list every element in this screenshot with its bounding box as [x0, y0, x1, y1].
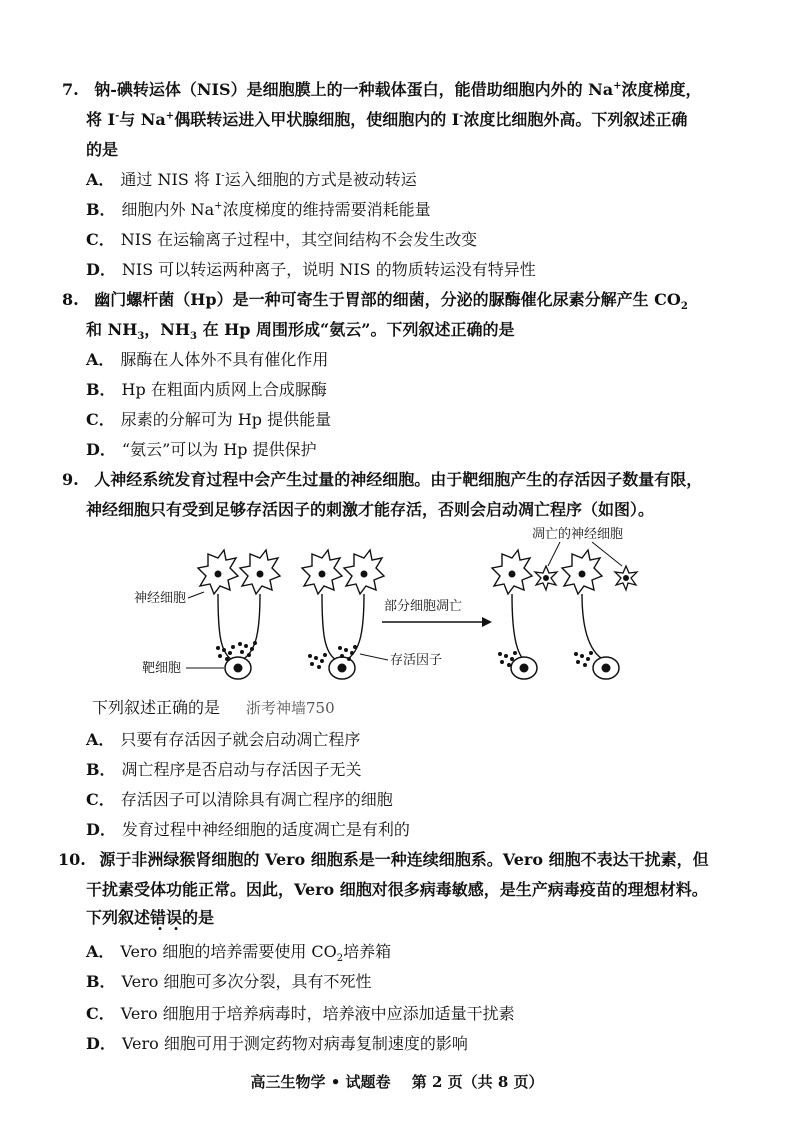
label-apoptotic-neuron: 凋亡的神经细胞 — [532, 527, 624, 542]
q8-option-d[interactable] — [86, 440, 317, 460]
option-text: 细胞内外 Na — [121, 200, 215, 219]
option-label: A． — [86, 942, 115, 961]
option-text: 存活因子可以清除具有凋亡程序的细胞 — [120, 790, 393, 809]
option-label: B． — [86, 972, 116, 991]
q10-number: 10. — [58, 850, 86, 869]
q9-stem-line2: 神经细胞只有受到足够存活因子的刺激才能存活，否则会启动凋亡程序（如图）。 — [86, 500, 655, 519]
q10-stem-text: 源于非洲绿猴肾细胞的 Vero 细胞系是一种连续细胞系。Vero 细胞不表达干扰素，但 — [99, 850, 709, 869]
option-text: 凋亡程序是否启动与存活因子无关 — [121, 760, 362, 779]
option-text: Vero 细胞用于培养病毒时，培养液中应添加适量干扰素 — [120, 1004, 515, 1023]
neuron-group-1 — [198, 550, 280, 679]
q8-option-c[interactable] — [86, 410, 331, 430]
q9-stem-text: 人神经系统发育过程中会产生过量的神经细胞。由于靶细胞产生的存活因子数量有限， — [94, 470, 703, 489]
option-label: B． — [86, 380, 116, 399]
q10-option-a[interactable] — [86, 942, 392, 965]
label-neuron: 神经细胞 — [134, 591, 187, 606]
neuron-group-2 — [302, 550, 384, 679]
option-label: D． — [86, 260, 116, 279]
option-text: 培养箱 — [343, 942, 392, 961]
q7-stem-line2 — [86, 110, 687, 130]
option-label: C． — [86, 410, 115, 429]
footer-subject: 高三生物学 • 试题卷 — [250, 1073, 391, 1091]
superscript: - — [115, 110, 120, 122]
q10-stem-line1 — [58, 850, 709, 870]
option-label: A． — [86, 170, 115, 189]
q7-number: 7. — [62, 80, 79, 99]
q8-stem-text: 和 NH — [86, 320, 138, 339]
option-label: D． — [86, 440, 116, 459]
subscript: 3 — [190, 331, 198, 343]
watermark-text: 浙考神墙750 — [246, 699, 335, 717]
q10-stem-line2: 干扰素受体功能正常。因此，Vero 细胞对很多病毒敏感，是生产病毒疫苗的理想材料。 — [86, 880, 708, 899]
option-label: B． — [86, 200, 116, 219]
neuron-group-4 — [562, 550, 637, 679]
option-text: Vero 细胞的培养需要使用 CO — [120, 942, 337, 961]
label-survival-factor: 存活因子 — [390, 653, 443, 668]
superscript: + — [214, 200, 223, 212]
option-text: 尿素的分解可为 Hp 提供能量 — [120, 410, 332, 429]
q7-stem-text: 与 Na — [119, 110, 166, 129]
q8-number: 8. — [62, 290, 79, 309]
option-label: B． — [86, 760, 116, 779]
q8-stem-line1 — [62, 290, 688, 313]
option-text: Hp 在粗面内质网上合成脲酶 — [121, 380, 327, 399]
q8-option-a[interactable] — [86, 350, 328, 370]
option-text: “氨云”可以为 Hp 提供保护 — [121, 440, 317, 459]
q9-option-b[interactable] — [86, 760, 362, 780]
neuron-group-3 — [492, 550, 557, 679]
q7-stem-text: 偶联转运进入甲状腺细胞，使细胞内的 I — [174, 110, 460, 129]
q10-option-d[interactable] — [86, 1034, 468, 1054]
q7-stem-text: 钠-碘转运体（NIS）是细胞膜上的一种载体蛋白，能借助细胞内外的 Na — [94, 80, 614, 99]
option-text: 发育过程中神经细胞的适度凋亡是有利的 — [121, 820, 410, 839]
emphasis-text: 误 — [166, 908, 183, 927]
superscript: + — [613, 80, 622, 92]
superscript: + — [165, 110, 175, 122]
q9-option-d[interactable] — [86, 820, 410, 840]
q9-number: 9. — [62, 470, 79, 489]
q10-option-b[interactable] — [86, 972, 371, 992]
q7-stem-text: 浓度比细胞外高。下列叙述正确 — [463, 110, 688, 129]
option-text: 浓度梯度的维持需要消耗能量 — [222, 200, 431, 219]
subscript: 2 — [336, 953, 344, 965]
q7-option-a[interactable] — [86, 170, 417, 190]
q8-stem-text: 幽门螺杆菌（Hp）是一种可寄生于胃部的细菌，分泌的脲酶催化尿素分解产生 CO — [94, 290, 681, 309]
q7-option-c[interactable] — [86, 230, 477, 250]
page-footer — [0, 1071, 794, 1092]
q10-stem-text: 下列叙述 — [86, 908, 151, 927]
q7-stem-line3: 的是 — [86, 140, 119, 159]
option-text: 运入细胞的方式是被动转运 — [224, 170, 417, 189]
q10-stem-line3 — [86, 908, 214, 928]
option-text: NIS 可以转运两种离子，说明 NIS 的物质转运没有特异性 — [121, 260, 536, 279]
emphasis-text: 错 — [150, 908, 167, 927]
option-text: Vero 细胞可用于测定药物对病毒复制速度的影响 — [121, 1034, 468, 1053]
footer-page-number: 第 2 页（共 8 页） — [411, 1073, 544, 1091]
q10-option-c[interactable] — [86, 1004, 515, 1024]
q9-option-c[interactable] — [86, 790, 393, 810]
neuron-apoptosis-figure — [120, 522, 660, 692]
q7-option-b[interactable] — [86, 200, 431, 220]
q10-stem-text: 的是 — [182, 908, 215, 927]
option-label: D． — [86, 820, 116, 839]
q7-stem-text: 将 I — [86, 110, 116, 129]
label-target: 靶细胞 — [142, 661, 182, 676]
label-arrow: 部分细胞凋亡 — [384, 599, 463, 614]
option-label: C． — [86, 230, 115, 249]
superscript: - — [459, 110, 464, 122]
q7-option-d[interactable] — [86, 260, 536, 280]
option-label: A． — [86, 350, 115, 369]
q9-lead-text: 下列叙述正确的是 — [92, 698, 221, 717]
option-label: C． — [86, 1004, 115, 1023]
q9-option-a[interactable] — [86, 730, 360, 750]
superscript: - — [221, 170, 225, 182]
option-text: 只要有存活因子就会启动凋亡程序 — [120, 730, 361, 749]
option-label: A． — [86, 730, 115, 749]
option-text: 脲酶在人体外不具有催化作用 — [120, 350, 329, 369]
option-text: NIS 在运输离子过程中，其空间结构不会发生改变 — [120, 230, 478, 249]
subscript: 2 — [680, 301, 688, 313]
option-text: 通过 NIS 将 I — [120, 170, 222, 189]
q8-stem-line2 — [86, 320, 515, 343]
option-label: C． — [86, 790, 115, 809]
q7-stem-text: 浓度梯度， — [621, 80, 702, 99]
option-label: D． — [86, 1034, 116, 1053]
q7-stem-line1 — [62, 80, 702, 100]
q9-lead-line — [92, 698, 335, 718]
q8-option-b[interactable] — [86, 380, 327, 400]
q8-stem-text: 在 Hp 周围形成“氨云”。下列叙述正确的是 — [197, 320, 515, 339]
q9-stem-line1 — [62, 470, 702, 490]
option-text: Vero 细胞可多次分裂，具有不死性 — [121, 972, 372, 991]
q8-stem-text: ，NH — [144, 320, 191, 339]
subscript: 3 — [137, 331, 145, 343]
